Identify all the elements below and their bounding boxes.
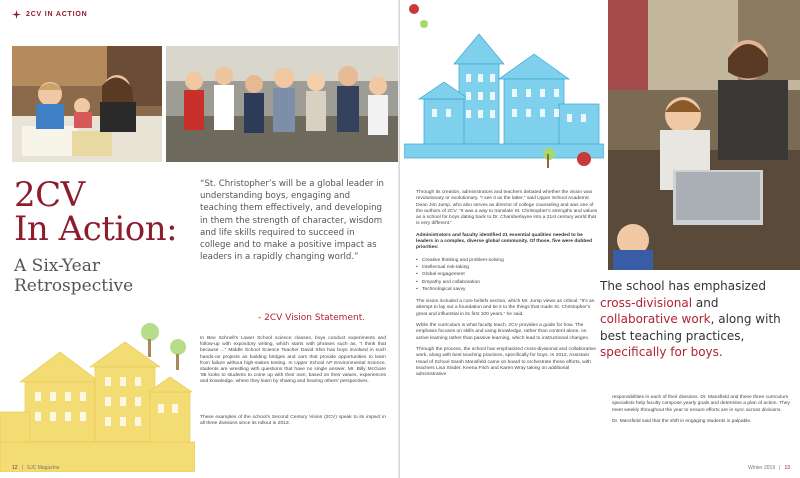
right-paragraph-3: While the curriculum is what faculty teach, 2CV provides a guide for how. The emphasis focuses on skills and using knowledge, rather than content alone, on active learning rather than passive learning, which lead to instructional changes. xyxy=(416,323,590,341)
pull-quote xyxy=(600,278,794,361)
list-item: • Technological savvy xyxy=(416,286,598,293)
right-paragraph-4: Through the process, the school has emphasized cross-divisional and collaborative work, along with best teaching practices, specifically for boys. In 2012, Assistant Head of School Sarah Mansfield came on board to orchestrate these efforts, with teachers Lisa Snider, Keena Fitch and Karen Wray taking on additional administrative xyxy=(416,346,596,378)
article-title-block xyxy=(14,175,194,296)
photo-student-group xyxy=(166,46,398,162)
quote-attribution: - 2CV Vision Statement. xyxy=(258,313,366,323)
right-col2-paragraph-1: responsibilities in each of their divisions. Dr. Mansfield and these three curriculum specialists help faculty compose yearly goals and determine a plan of action. They meet weekly throughout the year to ensure efforts are in sync across divisions. xyxy=(612,395,790,413)
list-item: • Empathy and collaboration xyxy=(416,279,598,286)
section-header xyxy=(12,10,87,19)
folio-publication: SJC Magazine xyxy=(26,465,60,471)
folio-right: Winter 2019 | 13 xyxy=(748,465,790,471)
cross-flourish-icon xyxy=(12,10,21,19)
title-line-1: 2CV xyxy=(14,175,85,215)
left-body-paragraph-1: In Bee Schnell’s Lower School science classes, boys conduct experiments and follow-up with expository writing, which starts with phrases such as, “I think that because ...” Middle School Science Teacher David Shin has boys involved in such hands-on projects as building bridges and cars that provide opportunities to learn from failure without high-stakes testing. In Upper School AP Environmental Science, students are wrestling with questions that have no single answer. Mr. Billy McGuire ’85 looks to students to come up with their own, based on their values, experiences and knowledge, where they learn by sharing and hearing others’ perspectives. xyxy=(200,336,386,385)
list-item: • Global engagement xyxy=(416,271,598,278)
left-body-paragraph-2: These examples of the school’s Second Century Vision (2CV) speak to its impact in all three divisions since its rollout in 2013. xyxy=(200,415,386,427)
pull-quote-highlight: specifically for boys. xyxy=(600,345,723,359)
folio-page-number-right: 13 xyxy=(784,465,790,471)
right-paragraph-2: The vision included a core beliefs section, which Mr. Jump views as critical. “It’s an attempt to lay out a foundation and tie it to the things that made St. Christopher’s great and influential in its first 100 years,” he said. xyxy=(416,299,595,317)
right-page xyxy=(400,0,800,478)
right-col2-paragraph-2: Dr. Mansfield said that the shift in engaging students is palpable. xyxy=(612,418,752,424)
folio-page-number-left: 12 xyxy=(12,465,18,471)
yellow-building-illustration xyxy=(0,312,195,472)
list-item: • Creative thinking and problem-solving xyxy=(416,257,598,264)
subtitle-line-2: Retrospective xyxy=(14,276,134,296)
pull-quote-highlight: collaborative work xyxy=(600,312,711,326)
photo-classroom-teacher xyxy=(12,46,162,162)
vision-quote: “St. Christopher’s will be a global leader in understanding boys, engaging and teaching them effectively, and developing in them the strength of character, wisdom and life skills required to succeed in college and to make a positive impact as leaders in a rapidly changing world.” xyxy=(200,179,384,263)
list-item: • Intellectual risk-taking xyxy=(416,264,598,271)
right-column-1 xyxy=(416,190,598,383)
blue-building-illustration xyxy=(404,4,604,184)
subtitle-line-1: A Six-Year xyxy=(14,256,100,276)
pull-quote-text: , along with best teaching practices, xyxy=(600,312,781,343)
pull-quote-highlight: cross-divisional xyxy=(600,295,693,310)
right-column-2 xyxy=(612,395,792,430)
photo-student-laptop xyxy=(608,0,800,270)
folio-left: 12 | SJC Magazine xyxy=(12,465,60,471)
priorities-intro: Administrators and faculty identified 21 essential qualities needed to be leaders in a complex, diverse global community. Of those, five were dubbed priorities: xyxy=(416,232,593,251)
title-line-2: In Action: xyxy=(14,209,178,249)
priorities-list xyxy=(416,257,598,293)
pull-quote-text: The school has emphasized xyxy=(600,279,766,293)
section-label: 2CV IN ACTION xyxy=(26,11,88,18)
right-paragraph-1: Through its creation, administrators and teachers debated whether the vision was revolutionary or evolutionary. “I see it as the latter,” said Upper School Academic Dean Jim Jump, who also serves as director of college counseling and was one of the authors of 2CV. “It was a way to translate St. Christopher’s strengths and values as a school for boys dating back to Dr. Chamberlayne into a 21st century world that is very different.” xyxy=(416,190,598,227)
folio-issue: Winter 2019 xyxy=(748,465,776,471)
pull-quote-text: and xyxy=(692,295,719,310)
